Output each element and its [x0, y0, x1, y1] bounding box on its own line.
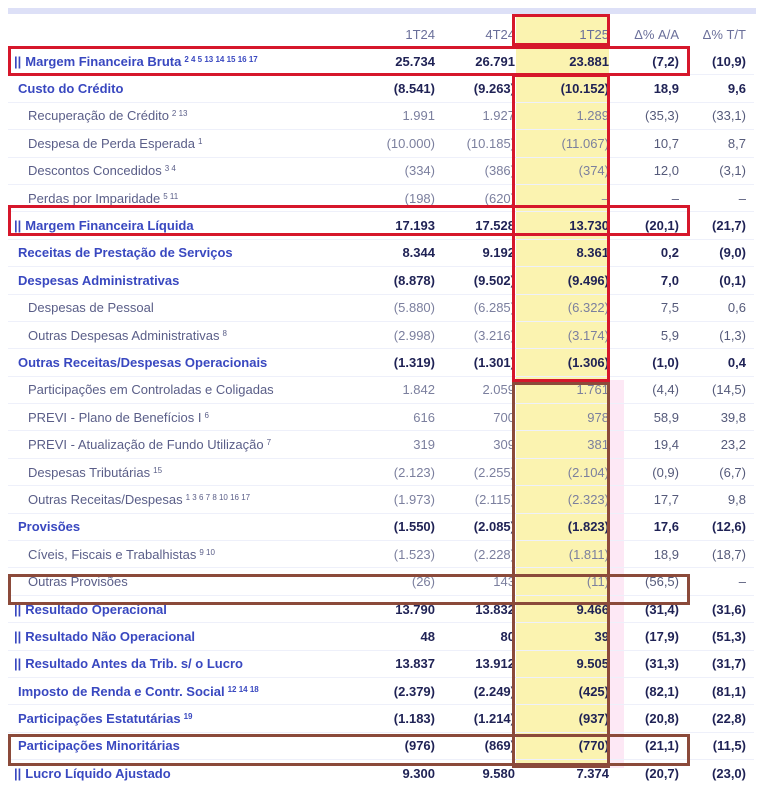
highlight-resultado-operacional-row: [8, 574, 690, 605]
footnote-refs: 8: [222, 328, 227, 338]
row-label: [8, 321, 363, 348]
row-label: [8, 102, 363, 129]
value-1t24: 1.842: [363, 376, 443, 403]
income-statement-table: [8, 20, 754, 787]
table-row: [8, 239, 754, 266]
table-row: [8, 130, 754, 157]
value-4t24: (6.285): [443, 294, 523, 321]
row-label-text: Outras Receitas/Despesas: [28, 491, 183, 507]
highlight-margem-bruta-row: [8, 46, 690, 76]
value-1t25: 1.289: [523, 102, 617, 129]
value-1t24: 25.734: [395, 53, 435, 69]
value-4t24: (1.301): [443, 349, 523, 376]
value-1t25: (425): [523, 677, 617, 704]
variation-yoy: 19,4: [617, 431, 687, 458]
variation-qoq: (31,7): [687, 650, 754, 677]
table-row: [8, 705, 754, 732]
row-label-text: Perdas por Imparidade: [28, 190, 161, 206]
row-label-text: Participações Minoritárias: [18, 738, 180, 754]
value-1t25: 9.466: [523, 595, 617, 622]
value-1t24: (5.880): [363, 294, 443, 321]
variation-qoq: (1,3): [687, 321, 754, 348]
col-header-qoq: Δ% T/T: [702, 26, 746, 42]
table-row: [8, 267, 754, 294]
value-1t25: (2.323): [523, 486, 617, 513]
value-4t24: (2.115): [443, 486, 523, 513]
table-row: [8, 404, 754, 431]
variation-qoq: (33,1): [687, 102, 754, 129]
row-label: [8, 623, 363, 650]
variation-yoy: (31,4): [617, 595, 687, 622]
value-1t25: (3.174): [523, 321, 617, 348]
variation-yoy: 58,9: [617, 404, 687, 431]
value-1t25: 381: [523, 431, 617, 458]
variation-yoy: (20,7): [617, 760, 687, 787]
variation-qoq: 23,2: [687, 431, 754, 458]
table-row: [8, 623, 754, 650]
value-4t24: 1.927: [443, 102, 523, 129]
row-label-text: Resultado Operacional: [25, 601, 167, 617]
variation-yoy: (0,9): [617, 458, 687, 485]
value-1t24: 48: [363, 623, 443, 650]
footnote-refs: 12 14 18: [227, 684, 259, 694]
variation-qoq: (23,0): [687, 760, 754, 787]
footnote-refs: 1 3 6 7 8 10 16 17: [185, 492, 251, 502]
value-4t24: 143: [443, 568, 523, 595]
row-label: [8, 705, 363, 732]
footnote-refs: 3 4: [164, 164, 176, 174]
variation-yoy: 10,7: [617, 130, 687, 157]
value-1t24: (1.550): [363, 513, 443, 540]
value-1t24: 13.790: [363, 595, 443, 622]
row-label-text: Margem Financeira Líquida: [25, 218, 194, 234]
row-label-text: Despesas de Pessoal: [28, 300, 154, 316]
row-label-text: Margem Financeira Bruta: [25, 53, 182, 69]
variation-qoq: 0,4: [687, 349, 754, 376]
row-label: [8, 75, 363, 102]
row-label-text: PREVI - Plano de Benefícios I: [28, 409, 202, 425]
variation-qoq: (6,7): [687, 458, 754, 485]
value-1t24: 9.300: [363, 760, 443, 787]
variation-yoy: 18,9: [617, 541, 687, 568]
row-label: [8, 267, 363, 294]
value-1t25: 39: [523, 623, 617, 650]
value-4t24: 309: [443, 431, 523, 458]
value-1t25: (937): [523, 705, 617, 732]
row-label-text: Outras Despesas Administrativas: [28, 327, 220, 343]
highlight-lucro-liquido-row: [8, 734, 690, 766]
row-label: [8, 650, 363, 677]
footnote-refs: 7: [266, 438, 272, 448]
value-1t25: (11): [523, 568, 617, 595]
value-1t24: 13.837: [363, 650, 443, 677]
row-label-text: Resultado Antes da Trib. s/ o Lucro: [25, 656, 243, 672]
value-4t24: (2.228): [443, 541, 523, 568]
row-label-text: Participações em Controladas e Coligadas: [28, 382, 274, 398]
col-header-1t24: 1T24: [405, 26, 435, 42]
section-marker-icon: ||: [14, 656, 22, 672]
value-4t24: (3.216): [443, 321, 523, 348]
variation-qoq: (11,5): [687, 732, 754, 759]
value-1t24: (1.183): [363, 705, 443, 732]
variation-yoy: (21,1): [617, 732, 687, 759]
value-1t24: (198): [363, 184, 443, 211]
value-1t25: 9.505: [523, 650, 617, 677]
value-1t25: (6.322): [523, 294, 617, 321]
value-1t25: (9.496): [523, 267, 617, 294]
value-1t25: 13.730: [523, 212, 617, 239]
footnote-refs: 1: [197, 136, 203, 146]
value-4t24: 17.528: [443, 212, 523, 239]
section-marker-icon: ||: [14, 628, 22, 644]
table-row: [8, 349, 754, 376]
value-1t24: (1.523): [363, 541, 443, 568]
value-4t24: (9.502): [443, 267, 523, 294]
value-4t24: 9.192: [443, 239, 523, 266]
variation-qoq: (14,5): [687, 376, 754, 403]
table-top-rule: [8, 8, 756, 14]
table-row: [8, 677, 754, 704]
section-marker-icon: ||: [14, 53, 22, 69]
table-row: [8, 294, 754, 321]
value-1t25: 978: [523, 404, 617, 431]
table-row: [8, 513, 754, 540]
value-1t25: (10.152): [523, 75, 617, 102]
variation-yoy: (17,9): [617, 623, 687, 650]
value-1t25: (2.104): [523, 458, 617, 485]
variation-yoy: 18,9: [617, 75, 687, 102]
table-row: [8, 321, 754, 348]
row-label-text: Cíveis, Fiscais e Trabalhistas: [28, 546, 197, 562]
row-label-text: Participações Estatutárias: [18, 711, 181, 727]
value-4t24: 700: [443, 404, 523, 431]
variation-qoq: (81,1): [687, 677, 754, 704]
table-row: [8, 75, 754, 102]
row-label: [8, 239, 363, 266]
row-label-text: Receitas de Prestação de Serviços: [18, 245, 233, 261]
col-header-1t25: 1T25: [579, 26, 609, 42]
variation-yoy: –: [617, 184, 687, 211]
row-label: [8, 294, 363, 321]
variation-yoy: (82,1): [617, 677, 687, 704]
row-label-text: Resultado Não Operacional: [25, 628, 196, 644]
variation-qoq: –: [687, 568, 754, 595]
row-label-text: Descontos Concedidos: [28, 163, 162, 179]
table-row: [8, 650, 754, 677]
row-label-text: Despesas Tributárias: [28, 464, 151, 480]
table-row: [8, 431, 754, 458]
table-row: [8, 102, 754, 129]
value-1t24: (2.379): [363, 677, 443, 704]
section-marker-icon: ||: [14, 765, 22, 781]
row-label-text: Custo do Crédito: [18, 81, 124, 97]
value-4t24: (620): [443, 184, 523, 211]
highlight-1t25-header: [512, 14, 610, 46]
value-1t25: (11.067): [523, 130, 617, 157]
value-1t25: –: [523, 184, 617, 211]
value-1t24: 17.193: [363, 212, 443, 239]
variation-qoq: (51,3): [687, 623, 754, 650]
footnote-refs: 9 10: [199, 547, 215, 557]
value-1t25: (1.823): [523, 513, 617, 540]
variation-yoy: (35,3): [617, 102, 687, 129]
value-1t24: 1.991: [363, 102, 443, 129]
highlight-1t25-column: [512, 74, 610, 382]
footnote-refs: 19: [183, 712, 193, 722]
row-label: [8, 541, 363, 568]
variation-yoy: (31,3): [617, 650, 687, 677]
footnote-refs: 5 11: [163, 191, 179, 201]
value-4t24: (869): [443, 732, 523, 759]
row-label-text: Outras Receitas/Despesas Operacionais: [18, 354, 268, 370]
value-4t24: 9.580: [443, 760, 523, 787]
value-4t24: 13.912: [443, 650, 523, 677]
value-4t24: 80: [443, 623, 523, 650]
value-4t24: 2.059: [443, 376, 523, 403]
variation-qoq: –: [687, 184, 754, 211]
row-label-text: PREVI - Atualização de Fundo Utilização: [28, 437, 264, 453]
row-label: [8, 376, 363, 403]
row-label-text: Provisões: [18, 519, 81, 535]
value-1t25: (1.811): [523, 541, 617, 568]
row-label: [8, 458, 363, 485]
variation-qoq: 0,6: [687, 294, 754, 321]
value-4t24: 26.791: [475, 53, 515, 69]
variation-qoq: (10,9): [712, 53, 746, 69]
value-4t24: (1.214): [443, 705, 523, 732]
row-label-text: Lucro Líquido Ajustado: [25, 765, 171, 781]
variation-yoy: 17,7: [617, 486, 687, 513]
value-1t24: 8.344: [363, 239, 443, 266]
variation-qoq: (12,6): [687, 513, 754, 540]
row-label: [8, 404, 363, 431]
variation-yoy: 5,9: [617, 321, 687, 348]
value-1t24: (8.541): [363, 75, 443, 102]
value-1t25: 7.374: [523, 760, 617, 787]
variation-yoy: (56,5): [617, 568, 687, 595]
table-row: [8, 157, 754, 184]
value-4t24: (386): [443, 157, 523, 184]
variation-qoq: (18,7): [687, 541, 754, 568]
variation-yoy: (7,2): [652, 53, 679, 69]
row-label-text: Imposto de Renda e Contr. Social: [18, 683, 225, 699]
footnote-refs: 2 4 5 13 14 15 16 17: [184, 54, 258, 64]
variation-yoy: 12,0: [617, 157, 687, 184]
variation-qoq: (0,1): [687, 267, 754, 294]
value-1t24: (2.998): [363, 321, 443, 348]
table-row: [8, 486, 754, 513]
variation-qoq: 9,6: [687, 75, 754, 102]
value-1t24: 319: [363, 431, 443, 458]
variation-yoy: (20,8): [617, 705, 687, 732]
variation-yoy: 17,6: [617, 513, 687, 540]
row-label: [8, 677, 363, 704]
variation-yoy: 7,0: [617, 267, 687, 294]
table-row: [8, 541, 754, 568]
value-1t25: 8.361: [523, 239, 617, 266]
footnote-refs: 6: [204, 410, 209, 420]
variation-qoq: 39,8: [687, 404, 754, 431]
value-1t24: (2.123): [363, 458, 443, 485]
table-row: [8, 458, 754, 485]
value-1t24: (1.973): [363, 486, 443, 513]
value-1t24: (8.878): [363, 267, 443, 294]
footnote-refs: 15: [153, 465, 163, 475]
value-1t25: (374): [523, 157, 617, 184]
variation-qoq: (22,8): [687, 705, 754, 732]
row-label: [8, 431, 363, 458]
value-4t24: (2.255): [443, 458, 523, 485]
table-header-row: [8, 20, 754, 48]
value-1t24: (10.000): [363, 130, 443, 157]
col-header-4t24: 4T24: [485, 26, 515, 42]
variation-qoq: (31,6): [687, 595, 754, 622]
value-1t25: (1.306): [523, 349, 617, 376]
row-label: [8, 130, 363, 157]
row-label: [8, 349, 363, 376]
value-4t24: (2.249): [443, 677, 523, 704]
section-marker-icon: ||: [14, 218, 22, 234]
variation-qoq: (9,0): [687, 239, 754, 266]
value-1t25: 23.881: [569, 53, 609, 69]
variation-yoy: (4,4): [617, 376, 687, 403]
row-label: [8, 486, 363, 513]
value-1t24: (976): [363, 732, 443, 759]
value-4t24: (10.185): [443, 130, 523, 157]
value-1t24: (334): [363, 157, 443, 184]
variation-qoq: 9,8: [687, 486, 754, 513]
row-label: [8, 157, 363, 184]
value-1t24: (26): [363, 568, 443, 595]
variation-yoy: 0,2: [617, 239, 687, 266]
value-4t24: (2.085): [443, 513, 523, 540]
footnote-refs: 2 13: [171, 109, 188, 119]
variation-yoy: (1,0): [617, 349, 687, 376]
value-1t24: 616: [363, 404, 443, 431]
variation-qoq: (21,7): [687, 212, 754, 239]
value-4t24: (9.263): [443, 75, 523, 102]
value-1t24: (1.319): [363, 349, 443, 376]
col-header-yoy: Δ% A/A: [634, 26, 679, 42]
variation-yoy: (20,1): [617, 212, 687, 239]
value-4t24: 13.832: [443, 595, 523, 622]
row-label-text: Despesas Administrativas: [18, 272, 180, 288]
variation-yoy: 7,5: [617, 294, 687, 321]
row-label-text: Despesa de Perda Esperada: [28, 135, 195, 151]
row-label: [8, 513, 363, 540]
row-label-text: Outras Provisões: [28, 574, 128, 590]
col-header-label: [8, 20, 363, 48]
row-label-text: Recuperação de Crédito: [28, 108, 169, 124]
value-1t25: 1.761: [523, 376, 617, 403]
variation-qoq: (3,1): [687, 157, 754, 184]
table-row: [8, 376, 754, 403]
section-marker-icon: ||: [14, 601, 22, 617]
value-1t25: (770): [523, 732, 617, 759]
variation-qoq: 8,7: [687, 130, 754, 157]
